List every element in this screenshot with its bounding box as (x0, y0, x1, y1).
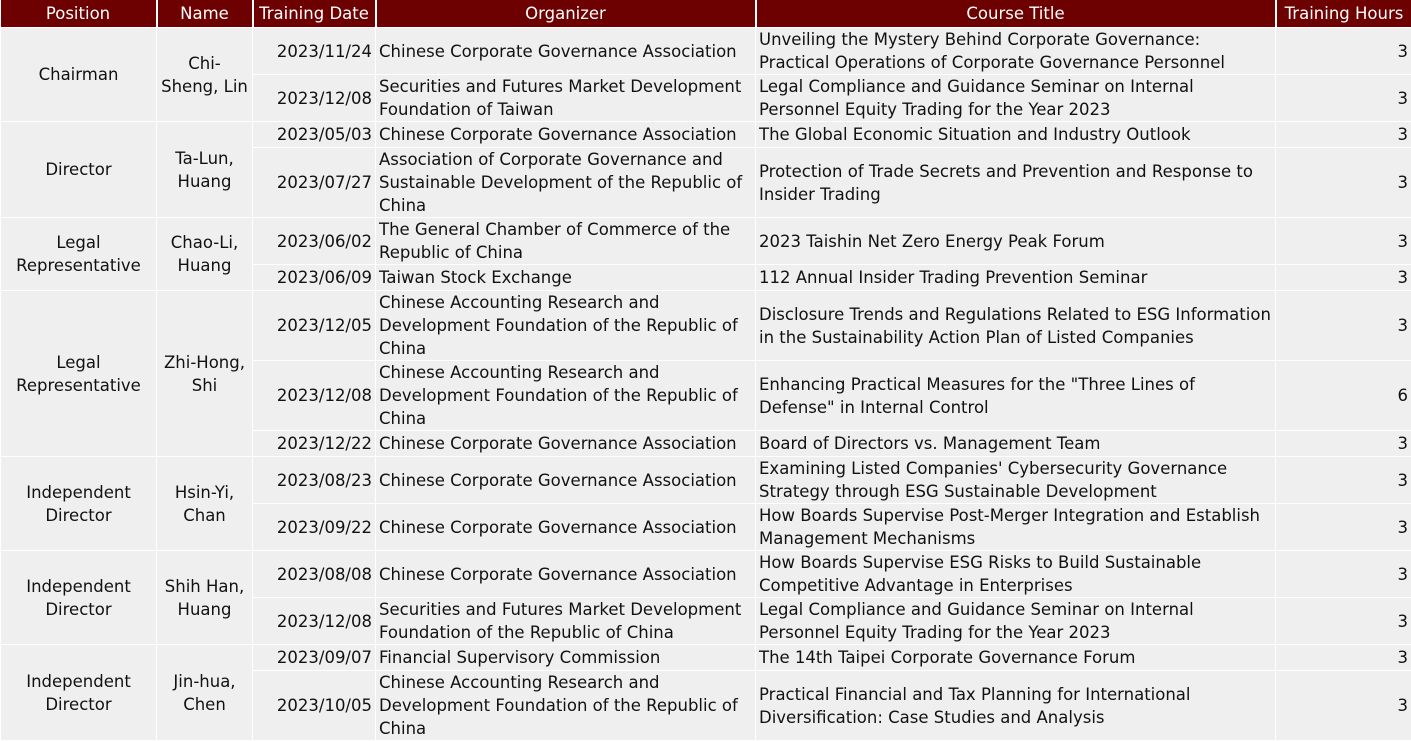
table-body (1, 28, 1411, 741)
training-date-cell: 2023/11/24 (253, 28, 376, 75)
position-cell: Independent Director (1, 551, 157, 645)
header-name: Name (157, 0, 253, 28)
organizer-cell: Chinese Accounting Research and Development Foundation of the Republic of China (376, 291, 756, 361)
course-title-cell: Legal Compliance and Guidance Seminar on Internal Personnel Equity Trading for the Year 2023 (756, 598, 1276, 645)
table-row (1, 645, 1411, 671)
position-cell: Independent Director (1, 645, 157, 741)
course-title-cell: The 14th Taipei Corporate Governance Forum (756, 645, 1276, 671)
organizer-cell: Securities and Futures Market Development Foundation of the Republic of China (376, 598, 756, 645)
course-title-cell: How Boards Supervise ESG Risks to Build Sustainable Competitive Advantage in Enterprises (756, 551, 1276, 598)
organizer-cell: Chinese Accounting Research and Development Foundation of the Republic of China (376, 361, 756, 431)
training-hours-cell: 3 (1276, 431, 1411, 457)
organizer-cell: Chinese Corporate Governance Association (376, 431, 756, 457)
header-organizer: Organizer (376, 0, 756, 28)
course-title-cell: 112 Annual Insider Trading Prevention Seminar (756, 265, 1276, 291)
position-cell: Independent Director (1, 457, 157, 551)
position-cell: Chairman (1, 28, 157, 122)
course-title-cell: Practical Financial and Tax Planning for International Diversification: Case Studies and Analysis (756, 671, 1276, 741)
course-title-cell: Board of Directors vs. Management Team (756, 431, 1276, 457)
organizer-cell: Chinese Accounting Research and Development Foundation of the Republic of China (376, 671, 756, 741)
course-title-cell: Enhancing Practical Measures for the "Three Lines of Defense" in Internal Control (756, 361, 1276, 431)
training-hours-cell: 6 (1276, 361, 1411, 431)
table-header (1, 0, 1411, 28)
course-title-cell: Disclosure Trends and Regulations Related to ESG Information in the Sustainability Action Plan of Listed Companies (756, 291, 1276, 361)
organizer-cell: Financial Supervisory Commission (376, 645, 756, 671)
organizer-cell: Association of Corporate Governance and Sustainable Development of the Republic of China (376, 148, 756, 218)
organizer-cell: Chinese Corporate Governance Association (376, 122, 756, 148)
training-hours-cell: 3 (1276, 504, 1411, 551)
training-date-cell: 2023/10/05 (253, 671, 376, 741)
name-cell: Shih Han, Huang (157, 551, 253, 645)
course-title-cell: Legal Compliance and Guidance Seminar on Internal Personnel Equity Trading for the Year 2023 (756, 75, 1276, 122)
training-hours-cell: 3 (1276, 75, 1411, 122)
name-cell: Chi-Sheng, Lin (157, 28, 253, 122)
organizer-cell: The General Chamber of Commerce of the Republic of China (376, 218, 756, 265)
training-date-cell: 2023/08/08 (253, 551, 376, 598)
training-hours-cell: 3 (1276, 598, 1411, 645)
training-hours-cell: 3 (1276, 122, 1411, 148)
training-date-cell: 2023/12/08 (253, 75, 376, 122)
organizer-cell: Taiwan Stock Exchange (376, 265, 756, 291)
training-hours-cell: 3 (1276, 265, 1411, 291)
organizer-cell: Securities and Futures Market Development Foundation of Taiwan (376, 75, 756, 122)
organizer-cell: Chinese Corporate Governance Association (376, 457, 756, 504)
position-cell: Legal Representative (1, 218, 157, 291)
name-cell: Jin-hua, Chen (157, 645, 253, 741)
course-title-cell: The Global Economic Situation and Industry Outlook (756, 122, 1276, 148)
training-hours-cell: 3 (1276, 218, 1411, 265)
header-training-hours: Training Hours (1276, 0, 1411, 28)
training-hours-cell: 3 (1276, 291, 1411, 361)
course-title-cell: 2023 Taishin Net Zero Energy Peak Forum (756, 218, 1276, 265)
training-date-cell: 2023/12/05 (253, 291, 376, 361)
training-date-cell: 2023/12/08 (253, 598, 376, 645)
training-date-cell: 2023/09/22 (253, 504, 376, 551)
header-course-title: Course Title (756, 0, 1276, 28)
training-hours-cell: 3 (1276, 645, 1411, 671)
organizer-cell: Chinese Corporate Governance Association (376, 28, 756, 75)
training-date-cell: 2023/09/07 (253, 645, 376, 671)
training-hours-cell: 3 (1276, 671, 1411, 741)
training-date-cell: 2023/06/09 (253, 265, 376, 291)
table-row (1, 457, 1411, 504)
table-row (1, 218, 1411, 265)
training-date-cell: 2023/05/03 (253, 122, 376, 148)
training-hours-cell: 3 (1276, 148, 1411, 218)
table-row (1, 28, 1411, 75)
header-position: Position (1, 0, 157, 28)
position-cell: Legal Representative (1, 291, 157, 457)
table-row (1, 122, 1411, 148)
training-date-cell: 2023/06/02 (253, 218, 376, 265)
name-cell: Hsin-Yi, Chan (157, 457, 253, 551)
training-date-cell: 2023/08/23 (253, 457, 376, 504)
name-cell: Chao-Li, Huang (157, 218, 253, 291)
organizer-cell: Chinese Corporate Governance Association (376, 504, 756, 551)
training-hours-cell: 3 (1276, 28, 1411, 75)
organizer-cell: Chinese Corporate Governance Association (376, 551, 756, 598)
training-hours-cell: 3 (1276, 551, 1411, 598)
course-title-cell: Examining Listed Companies' Cybersecurity Governance Strategy through ESG Sustainable Development (756, 457, 1276, 504)
name-cell: Zhi-Hong, Shi (157, 291, 253, 457)
name-cell: Ta-Lun, Huang (157, 122, 253, 218)
course-title-cell: Unveiling the Mystery Behind Corporate Governance: Practical Operations of Corporate Governance Personnel (756, 28, 1276, 75)
training-hours-cell: 3 (1276, 457, 1411, 504)
course-title-cell: How Boards Supervise Post-Merger Integration and Establish Management Mechanisms (756, 504, 1276, 551)
course-title-cell: Protection of Trade Secrets and Prevention and Response to Insider Trading (756, 148, 1276, 218)
training-date-cell: 2023/12/22 (253, 431, 376, 457)
table-row (1, 551, 1411, 598)
training-date-cell: 2023/12/08 (253, 361, 376, 431)
header-training-date: Training Date (253, 0, 376, 28)
table-row (1, 291, 1411, 361)
training-date-cell: 2023/07/27 (253, 148, 376, 218)
position-cell: Director (1, 122, 157, 218)
